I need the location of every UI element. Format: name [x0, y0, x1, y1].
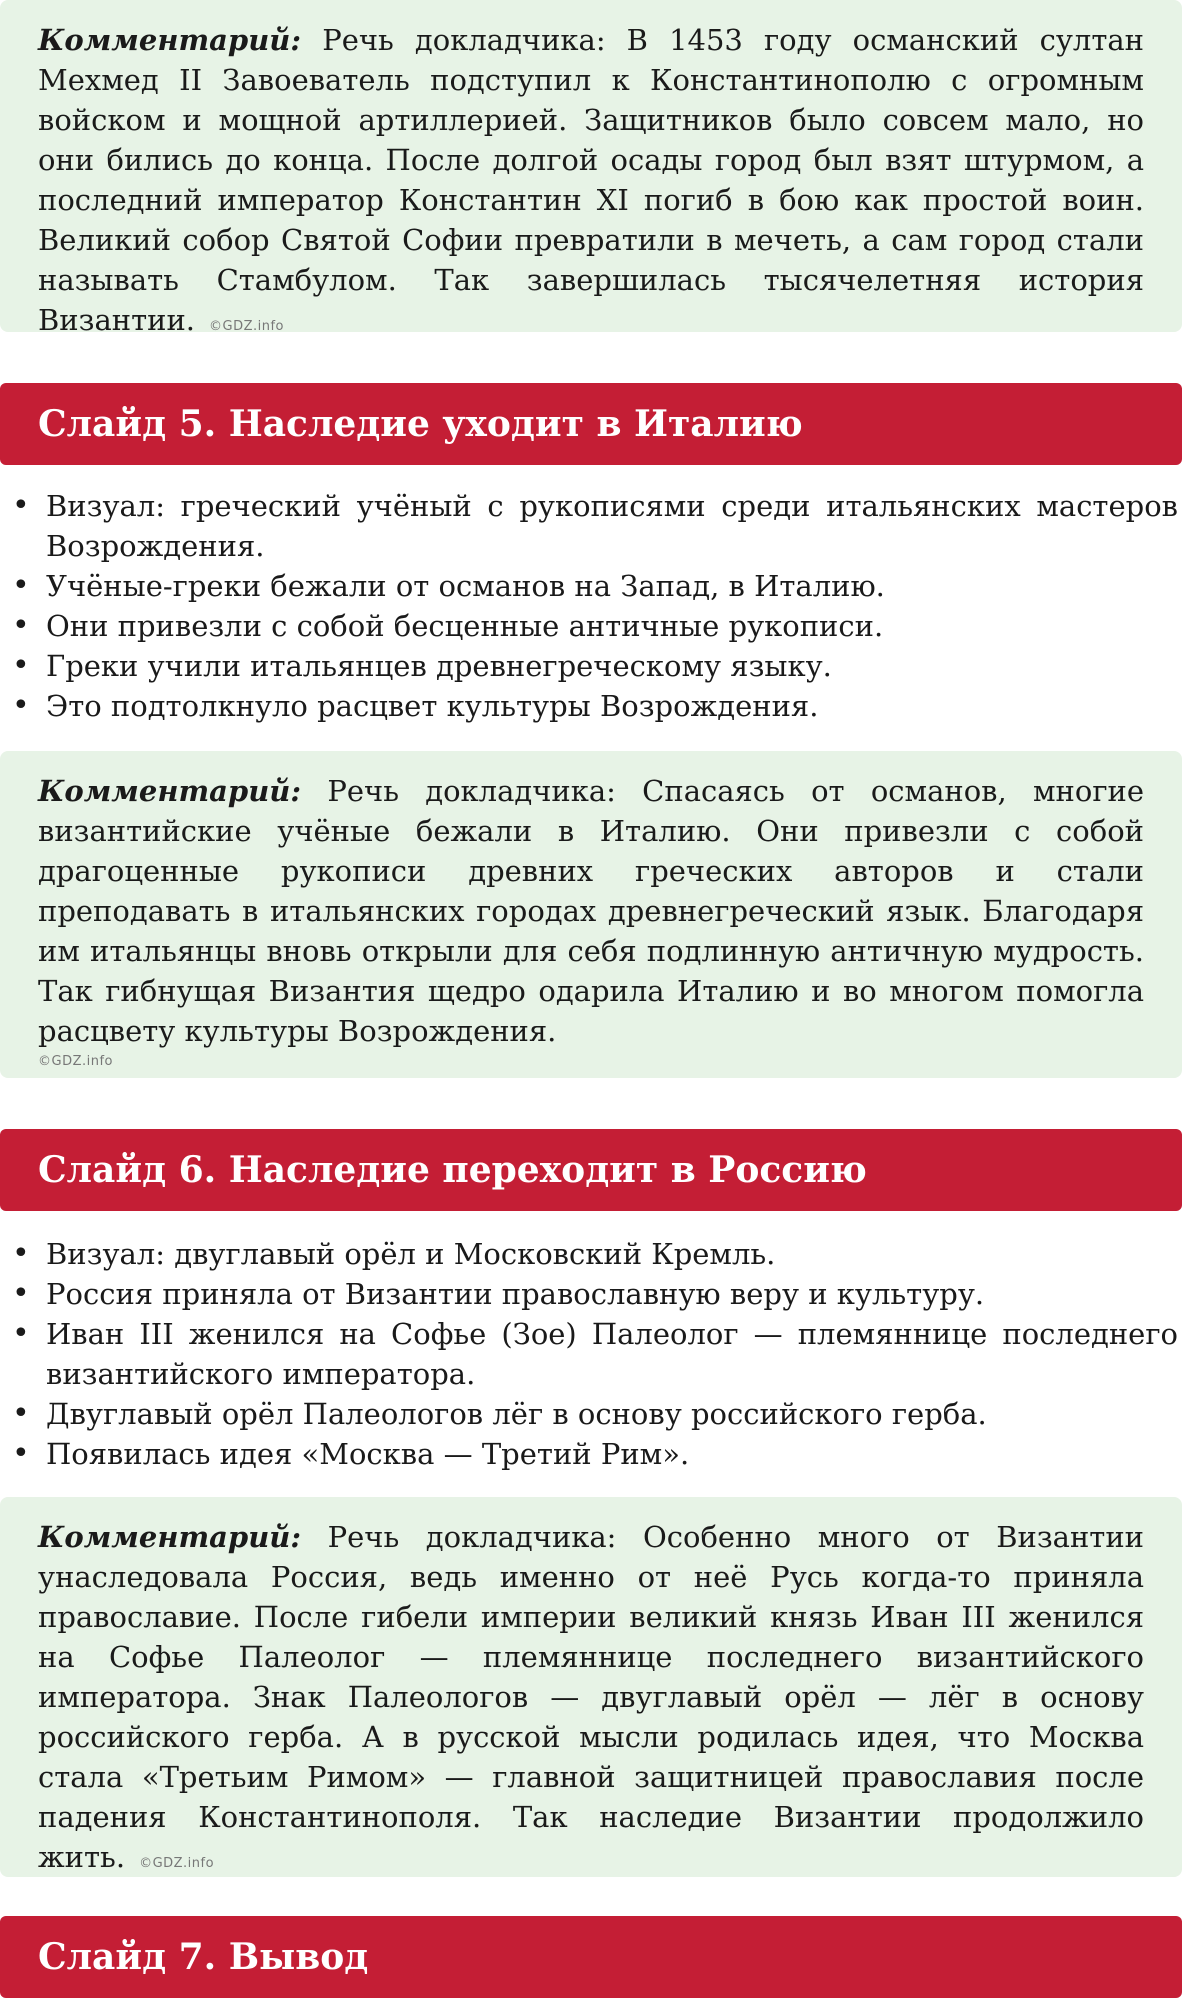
comment-box [0, 751, 1182, 1078]
comment-text: Речь докладчика: Особенно много от Византии унаследовала Россия, ведь именно от неё Русь когда-то приняла православие. После гибели империи великий князь Иван III женился на Софье Палеолог — племяннице последнего византийского императора. Знак Палеологов — двуглавый орёл — лёг в основу российского герба. А в русской мысли родилась идея, что Москва стала «Третьим Римом» — главной защитницей православия после падения Константинополя. Так наследие Византии продолжило жить. [38, 1520, 1144, 1874]
bullet-item: • Учёные-греки бежали от османов на Запад, в Италию. [0, 566, 1182, 606]
comment-box [0, 0, 1182, 337]
watermark: ©GDZ.info [209, 319, 285, 334]
bullet-item: • Появилась идея «Москва — Третий Рим». [0, 1434, 1182, 1474]
bullet-item: • Двуглавый орёл Палеологов лёг в основу российского герба. [0, 1394, 1182, 1434]
bullet-item: • Россия приняла от Византии православную веру и культуру. [0, 1274, 1182, 1314]
slide-5-bullet-list [0, 486, 1182, 726]
comment-label: Комментарий: [38, 1520, 302, 1554]
bullet-item: • Это подтолкнуло расцвет культуры Возрождения. [0, 686, 1182, 726]
slide-6-bullet-list [0, 1234, 1182, 1474]
slide-6-header: Слайд 6. Наследие переходит в Россию [0, 1129, 1182, 1211]
comment-label: Комментарий: [38, 774, 302, 808]
comment-label: Комментарий: [38, 23, 302, 57]
bullet-item: • Визуал: двуглавый орёл и Московский Кремль. [0, 1234, 1182, 1274]
watermark: ©GDZ.info [38, 1054, 114, 1069]
watermark: ©GDZ.info [139, 1856, 215, 1871]
comment-text: Речь докладчика: В 1453 году османский султан Мехмед II Завоеватель подступил к Константинополю с огромным войском и мощной артиллерией. Защитников было совсем мало, но они бились до конца. После долгой осады город был взят штурмом, а последний император Константин XI погиб в бою как простой воин. Великий собор Святой Софии превратили в мечеть, а сам город стали называть Стамбулом. Так завершилась тысячелетняя история Византии. [38, 23, 1144, 337]
comment-box [0, 1497, 1182, 1877]
slide-5-header: Слайд 5. Наследие уходит в Италию [0, 383, 1182, 465]
bullet-item: • Греки учили итальянцев древнегреческому языку. [0, 646, 1182, 686]
bullet-item: • Иван III женился на Софье (Зое) Палеолог — племяннице последнего византийского императора. [0, 1314, 1182, 1394]
bullet-item: • Визуал: греческий учёный с рукописями среди итальянских мастеров Возрождения. [0, 486, 1182, 566]
comment-text: Речь докладчика: Спасаясь от османов, многие византийские учёные бежали в Италию. Они привезли с собой драгоценные рукописи древних греческих авторов и стали преподавать в итальянских городах древнегреческий язык. Благодаря им итальянцы вновь открыли для себя подлинную античную мудрость. Так гибнущая Византия щедро одарила Италию и во многом помогла расцвету культуры Возрождения. [38, 774, 1144, 1048]
slide-7-header: Слайд 7. Вывод [0, 1916, 1182, 1998]
bullet-item: • Они привезли с собой бесценные античные рукописи. [0, 606, 1182, 646]
